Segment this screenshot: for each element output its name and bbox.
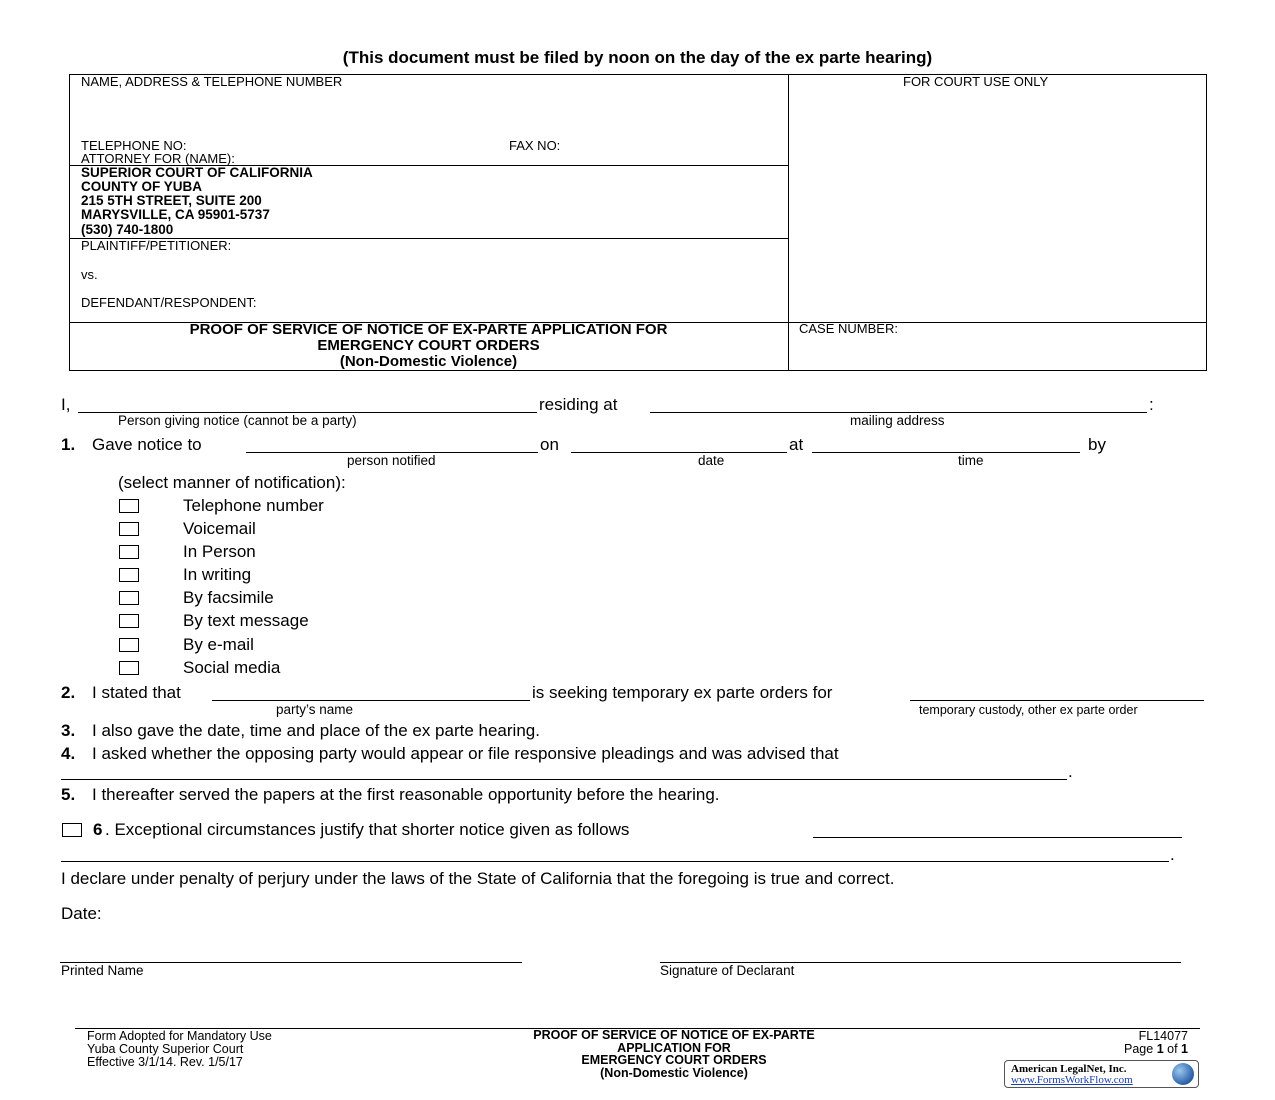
option-label: Telephone number [183, 496, 324, 515]
form-title-line: (Non-Domestic Violence) [339, 353, 518, 370]
filing-notice: (This document must be filed by noon on the day of the ex parte hearing) [342, 48, 933, 67]
item-number: 4. [61, 744, 76, 763]
page-number: 1 [1156, 1042, 1164, 1056]
notice-date-field[interactable] [571, 452, 787, 453]
court-use-label: FOR COURT USE ONLY [903, 74, 1049, 89]
period: . [1170, 845, 1175, 864]
item5-text: I thereafter served the papers at the first reasonable opportunity before the hearing. [92, 785, 720, 804]
globe-icon [1172, 1063, 1194, 1085]
person-hint: Person giving notice (cannot be a party) [118, 413, 357, 428]
email-checkbox[interactable] [119, 638, 139, 652]
court-name: SUPERIOR COURT OF CALIFORNIA [81, 165, 313, 180]
exceptional-circumstances-checkbox[interactable] [62, 823, 82, 837]
form-title-line: PROOF OF SERVICE OF NOTICE OF EX-PARTE APPLICATION FOR [189, 321, 668, 338]
signature-label: Signature of Declarant [660, 963, 795, 978]
response-field[interactable] [61, 779, 1067, 780]
footer-effective: Effective 3/1/14. Rev. 1/5/17 [87, 1055, 243, 1069]
declarant-prefix: I, [61, 395, 71, 414]
in-writing-checkbox[interactable] [119, 568, 139, 582]
item-number: 5. [61, 785, 76, 804]
vs-label: vs. [81, 267, 98, 282]
option-label: Voicemail [183, 519, 256, 538]
seeking-label: is seeking temporary ex parte orders for [532, 683, 833, 702]
court-street: 215 5TH STREET, SUITE 200 [81, 193, 262, 208]
page-prefix: Page [1124, 1042, 1154, 1056]
fax-label: FAX NO: [509, 138, 561, 153]
footer-court: Yuba County Superior Court [87, 1042, 244, 1056]
person-notified-hint: person notified [347, 453, 436, 468]
defendant-label: DEFENDANT/RESPONDENT: [81, 295, 257, 310]
page-indicator [1124, 1042, 1188, 1056]
logo-name: American LegalNet, Inc. [1011, 1063, 1127, 1075]
period: . [1068, 762, 1073, 781]
attorney-label: ATTORNEY FOR (NAME): [81, 151, 235, 166]
option-label: By text message [183, 611, 309, 630]
form-title [70, 322, 787, 370]
orders-type-hint: temporary custody, other ex parte order [919, 703, 1138, 717]
court-county: COUNTY OF YUBA [81, 179, 203, 194]
item-number: 2. [61, 683, 76, 702]
footer-title-line: PROOF OF SERVICE OF NOTICE OF EX-PARTE [533, 1028, 815, 1042]
perjury-statement: I declare under penalty of perjury under the laws of the State of California that the foregoing is true and correct. [61, 869, 895, 888]
telephone-label: TELEPHONE NO: [81, 138, 187, 153]
footer-form-title [460, 1029, 888, 1079]
page-total: 1 [1181, 1042, 1188, 1056]
voicemail-checkbox[interactable] [119, 522, 139, 536]
stated-that-label: I stated that [92, 683, 181, 702]
item-number: 6 [93, 820, 103, 839]
option-label: By e-mail [183, 635, 254, 654]
on-label: on [540, 435, 559, 454]
item4-text: I asked whether the opposing party would appear or file responsive pleadings and was advised that [92, 744, 839, 763]
court-city: MARYSVILLE, CA 95901-5737 [81, 207, 270, 222]
form-number: FL14077 [1138, 1029, 1188, 1043]
circumstances-field-cont[interactable] [61, 861, 1169, 862]
social-media-checkbox[interactable] [119, 661, 139, 675]
court-phone: (530) 740-1800 [81, 222, 174, 237]
item-number: 3. [61, 721, 76, 740]
telephone-checkbox[interactable] [119, 499, 139, 513]
facsimile-checkbox[interactable] [119, 591, 139, 605]
item-number: 1. [61, 435, 76, 454]
item6-text: . Exceptional circumstances justify that shorter notice given as follows [105, 820, 630, 839]
form-title-line: EMERGENCY COURT ORDERS [317, 337, 540, 354]
party-name-hint: party’s name [276, 702, 354, 717]
caption-divider [788, 74, 789, 371]
orders-type-field[interactable] [910, 700, 1204, 701]
residing-at-label: residing at [539, 395, 618, 414]
address-hint: mailing address [850, 413, 945, 428]
option-label: Social media [183, 658, 281, 677]
colon: : [1149, 395, 1154, 414]
in-person-checkbox[interactable] [119, 545, 139, 559]
footer-title-line: EMERGENCY COURT ORDERS [581, 1053, 767, 1067]
notice-time-field[interactable] [812, 452, 1080, 453]
date-label: Date: [61, 904, 102, 923]
time-hint: time [958, 453, 984, 468]
plaintiff-label: PLAINTIFF/PETITIONER: [81, 238, 232, 253]
item3-text: I also gave the date, time and place of the ex parte hearing. [92, 721, 540, 740]
page-of: of [1167, 1042, 1178, 1056]
circumstances-field[interactable] [813, 837, 1182, 838]
gave-notice-label: Gave notice to [92, 435, 202, 454]
option-label: In Person [183, 542, 256, 561]
footer-adopted: Form Adopted for Mandatory Use [87, 1029, 272, 1043]
option-label: By facsimile [183, 588, 274, 607]
printed-name-label: Printed Name [61, 963, 144, 978]
select-manner-label: (select manner of notification): [118, 473, 346, 492]
vendor-logo[interactable] [1004, 1060, 1199, 1088]
footer-title-line: APPLICATION FOR [617, 1040, 731, 1055]
option-label: In writing [183, 565, 252, 584]
date-hint: date [698, 453, 725, 468]
name-address-label: NAME, ADDRESS & TELEPHONE NUMBER [81, 74, 343, 89]
party-name-field[interactable] [212, 700, 530, 701]
by-label: by [1088, 435, 1106, 454]
footer-title-line: (Non-Domestic Violence) [600, 1065, 748, 1080]
text-message-checkbox[interactable] [119, 614, 139, 628]
logo-url[interactable]: www.FormsWorkFlow.com [1011, 1074, 1133, 1086]
case-number-label: CASE NUMBER: [799, 321, 898, 336]
at-label: at [789, 435, 804, 454]
